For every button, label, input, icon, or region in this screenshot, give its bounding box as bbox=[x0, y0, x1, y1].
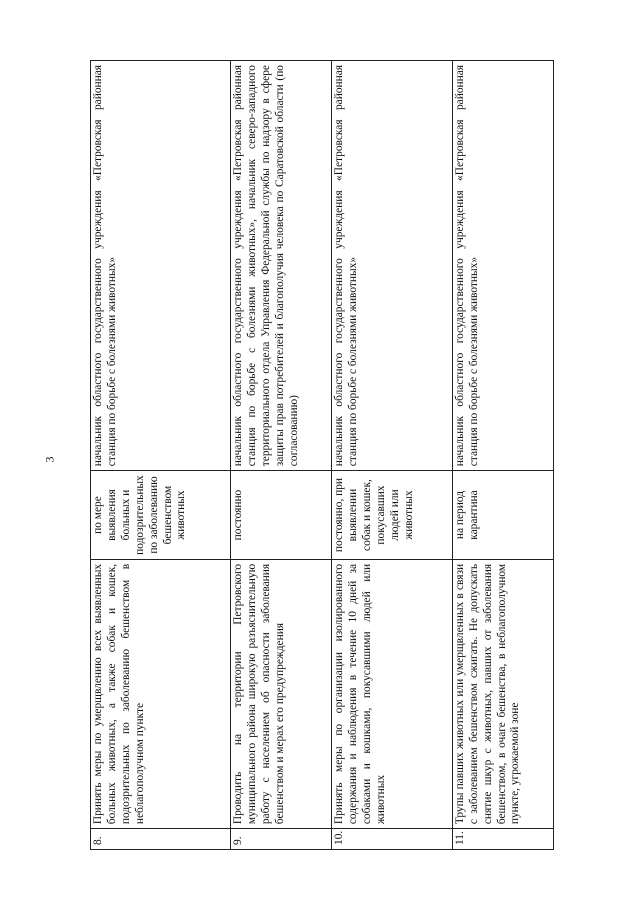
table-row bbox=[452, 61, 553, 850]
measure-term: постоянно bbox=[231, 471, 332, 560]
measure-action: Принять меры по умерщвлению всех выявленных больных животных, а также собак и кошек, подозрительных по заболеванию бешенством в неблагополучном пункте bbox=[91, 559, 231, 828]
measure-action: Трупы павших животных или умерщвленных в связи с заболеванием бешенством сжигать. Не допускать снятие шкур с животных, павших от заболевания бешенством, в очаге бешенства, в неблагополучном пункте, угрожаемой зоне bbox=[452, 559, 553, 828]
table-row bbox=[91, 61, 231, 850]
table-row bbox=[332, 61, 453, 850]
row-number: 9. bbox=[231, 829, 332, 850]
measure-responsible: начальник областного государственного учреждения «Петровская районная станция по борьбе с болезнями животных» bbox=[332, 61, 453, 471]
measure-term: на период карантина bbox=[452, 471, 553, 560]
page-number: 3 bbox=[42, 456, 57, 463]
row-number: 10. bbox=[332, 829, 453, 850]
measure-term: по мере выявления больных и подозрительных по заболеванию бешенством животных bbox=[91, 471, 231, 560]
row-number: 8. bbox=[91, 829, 231, 850]
measure-responsible: начальник областного государственного учреждения «Петровская районная станция по борьбе с болезнями животных» bbox=[452, 61, 553, 471]
measures-table-container bbox=[90, 60, 554, 850]
measure-term: постоянно, при выявлении собак и кошек, покусавших людей или животных bbox=[332, 471, 453, 560]
measure-responsible: начальник областного государственного учреждения «Петровская районная станция по борьбе с болезнями животных», начальник северо-западного территориального отдела Управления Федеральной службы по надзору в сфере защиты прав потребителей и благополучия человека по Саратовской области (по согласованию) bbox=[231, 61, 332, 471]
measure-action: Проводить на территории Петровского муниципального района широкую разъяснительную работу с населением об опасности заболевания бешенством и мерах его предупреждения bbox=[231, 559, 332, 828]
measure-action: Принять меры по организации изолированного содержания и наблюдения в течение 10 дней за собаками и кошками, покусавшими людей или животных bbox=[332, 559, 453, 828]
row-number: 11. bbox=[452, 829, 553, 850]
measure-responsible: начальник областного государственного учреждения «Петровская районная станция по борьбе с болезнями животных» bbox=[91, 61, 231, 471]
measures-table bbox=[90, 60, 554, 850]
table-row bbox=[231, 61, 332, 850]
